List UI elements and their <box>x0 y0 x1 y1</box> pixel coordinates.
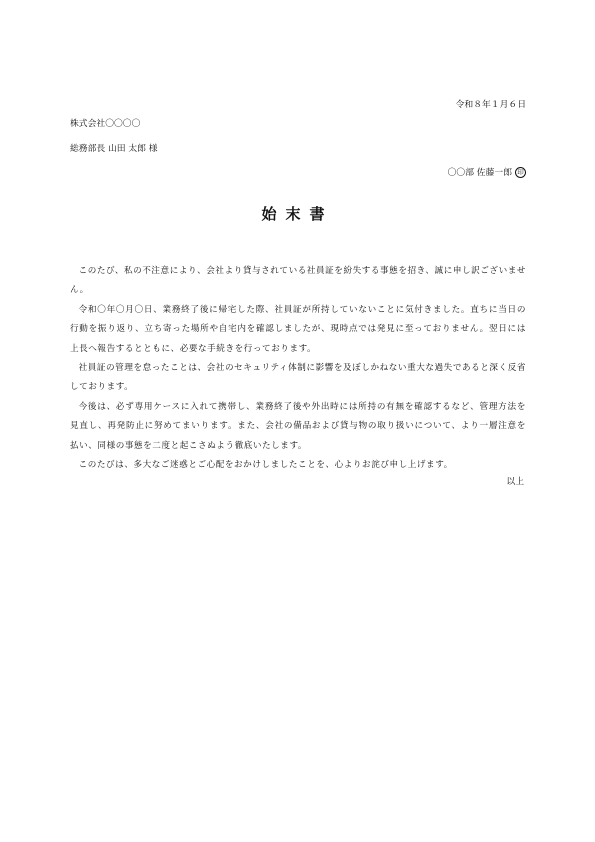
body-paragraph: このたびは、多大なご迷惑とご心配をおかけしましたことを、心よりお詫び申し上げます。 <box>78 460 453 471</box>
document-date: 令和８年１月６日 <box>455 100 526 110</box>
document-body <box>70 262 526 475</box>
closing-word: 以上 <box>506 477 524 487</box>
body-paragraph: このたび、私の不注意により、会社より貸与されている社員証を紛失する事態を招き、誠に申し訳ございません。 <box>70 266 526 296</box>
body-paragraph: 社員証の管理を怠ったことは、会社のセキュリティ体制に影響を及ぼしかねない重大な過失であると深く反省しております。 <box>70 363 526 393</box>
sender-name: 〇〇部 佐藤一郎 <box>447 168 512 178</box>
recipient-company: 株式会社〇〇〇〇 <box>70 119 141 129</box>
document-title: 始末書 <box>261 205 334 223</box>
recipient-person: 総務部長 山田 太郎 様 <box>70 144 158 154</box>
body-paragraph: 今後は、必ず専用ケースに入れて携帯し、業務終了後や外出時には所持の有無を確認するなど、管理方法を見直し、再発防止に努めてまいります。また、会社の備品および貸与物の取り扱いについて、より一層注意を払い、同様の事態を二度と起こさぬよう徹底いたします。 <box>70 401 526 451</box>
body-paragraph: 令和〇年〇月〇日、業務終了後に帰宅した際、社員証が所持していないことに気付きました。直ちに当日の行動を振り返り、立ち寄った場所や自宅内を確認しましたが、現時点では発見に至っておりません。翌日には上長へ報告するとともに、必要な手続きを行っております。 <box>70 304 526 354</box>
seal-icon: 印 <box>515 167 526 178</box>
sender-block <box>448 165 526 178</box>
